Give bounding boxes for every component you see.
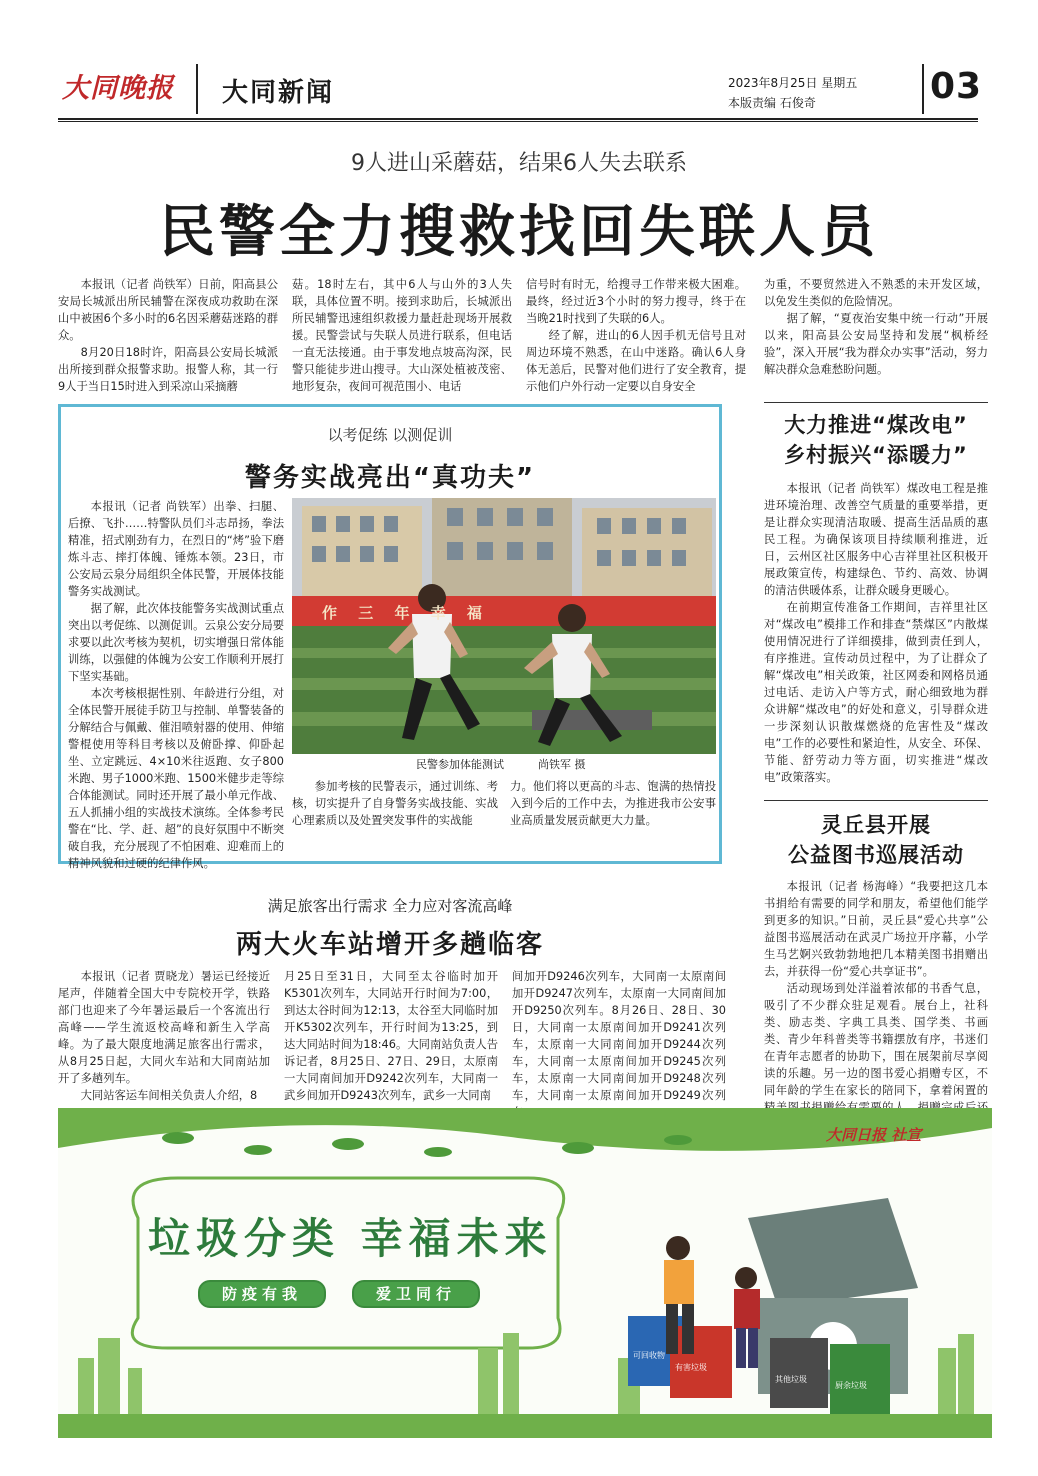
box-bottom-column-2 [510,778,716,829]
box-title: 警务实战亮出“真功夫” [244,463,536,493]
paragraph: 菇。18时左右，其中6人与山外的3人失联，具体位置不明。接到求助后，长城派出所民辅警迅速组织救援力量赶赴现场开展救援。民警尝试与失联人员进行联系，但电话一直无法接通。由于事发地点坡高沟深，民警只能徒步进山搜寻。大山深处植被茂密、地形复杂，夜间可视范围小、电话 [292,278,512,393]
ad-slogan: 垃圾分类 幸福未来 [148,1214,553,1263]
section-name: 大同新闻 [222,78,335,108]
paragraph: 为重，不要贸然进入不熟悉的未开发区域，以免发生类似的危险情况。 [764,278,988,308]
paragraph: 在前期宣传准备工作期间，吉祥里社区对“煤改电”模排工作和排查“禁煤区”内散煤使用情况进行了详细摸排，做到责任到人，有序推进。宣传动员过程中，为了让群众了解“煤改电”相关政策，社区网委和网格员通过电话、走访入户等方式，耐心细致地为群众讲解“煤改电”的好处和意义，引导群众进一步深刻认识散煤燃烧的危害性及“煤改电”工作的必要性和紧迫性，从安全、环保、节能、舒劳动力等方面，切实推进“煤改电”政策落实。 [764,601,988,784]
issue-date: 2023年8月25日 星期五 [728,76,858,90]
train-title: 两大火车站增开多趟临客 [235,930,544,960]
train-column-3 [512,968,726,1121]
paragraph: 经了解，进山的6人因手机无信号且对周边环境不熟悉，在山中迷路。确认6人身体无恙后，民警对他们进行了安全教育，提示他们户外行动一定要以自身安全 [526,329,746,393]
page-number-divider [922,64,924,114]
library-title-line-2: 公益图书巡展活动 [788,843,964,867]
box-kicker: 以考促练 以测促训 [327,426,453,444]
paragraph: 月25日至31日，大同至太谷临时加开K5301次列车，大同站开行时间为7:00，到达太谷时间为12:13，太谷至大同临时加开K5302次列车，开行时间为13:25，到达大同站时间为18:46。大同南站负责人告诉记者，8月25日、27日、29日，太原南一大同南间加开D9242次列车，大同南一武乡间加开D9243次列车，武乡一大同南 [284,970,498,1102]
police-fitness-photo [292,498,716,754]
paragraph: 活动现场到处洋溢着浓郁的书香气息，吸引了不少群众驻足观看。展台上，社科类、励志类、字典工具类、国学类、书画类、青少年科普类等书籍摆放有序，书迷们在青年志愿者的协助下，围在展架前尽享阅读的乐趣。另一边的图书爱心捐赠专区，不同年龄的学生在家长的陪同下，拿着闲置的 [764,982,988,1097]
paragraph: 据了解，此次体技能警务实战测试重点突出以考促练、以测促训。云泉公安分局要求要以此次考核为契机，切实增强日常体能训练，以强健的体魄为公安工作顺利开展打下坚实基础。 [68,602,284,683]
paragraph: 参加考核的民警表示，通过训练、考核，切实提升了自身警务实战技能、实战心理素质以及处置突发事件的实战能 [292,780,498,827]
lead-headline: 民警全力搜救找回失联人员 [159,200,879,265]
library-title-line-1: 灵丘县开展 [821,813,931,837]
paragraph: 力。他们将以更高的斗志、饱满的热情投入到今后的工作中去，为推进我市公安事业高质量发展贡献更大力量。 [510,780,716,827]
paragraph: 本报讯（记者 杨海峰）“我要把这几本书捐给有需要的同学和朋友，希望他们能学到更多的知识。”日前，灵丘县“爱心共享”公益图书巡展活动在武灵广场拉开序幕，小学生马艺婀兴致勃勃地把几本精美图书捐赠出去，并获得一份“爱心共享证书”。 [764,880,988,978]
lead-column-1 [58,276,278,395]
garbage-sorting-ad [58,1108,992,1438]
coal-top-rule [764,402,988,403]
coal-title-line-1: 大力推进“煤改电” [784,413,968,437]
stand-banner-text: 作 三 年 幸 福 [322,604,490,622]
train-column-2 [284,968,498,1104]
library-top-rule [764,800,988,801]
lead-column-3 [526,276,746,395]
ad-pill-epidemic: 防疫有我 [198,1280,326,1308]
coal-story-body [764,480,988,786]
coal-title-line-2: 乡村振兴“添暖力” [784,443,968,467]
ad-artwork [58,1108,992,1438]
ad-pill-hygiene: 爱卫同行 [352,1280,480,1308]
library-story-body [764,878,988,1133]
paragraph: 本报讯（记者 尚铁军）煤改电工程是推进环境治理、改善空气质量的重要举措，更是让群众实现清洁取暖、提高生活品质的惠民工程。为确保该项目持续顺利推进，近日，云州区社区服务中心吉祥里社区积极开展政策宣传，构建绿色、节约、高效、协调的清洁供暖体系，让群众暖身更暖心。 [764,482,988,597]
bin-label-kitchen: 厨余垃圾 [835,1381,867,1390]
paragraph: 间加开D9246次列车，大同南一太原南间加开D9247次列车，太原南一大同南间加开D9250次列车。8月26日、28日、30日，大同南一太原南间加开D9241次列车，太原南一大同南间加开D9244次列车，大同南一太原南间加开D9245次列车，太原南一大同南间加开D9248次列车，大同南一太原南间加开D9249次列 [512,970,726,1102]
bin-label-other: 其他垃圾 [775,1375,807,1384]
train-column-1 [58,968,270,1104]
ad-brand: 大同日报 社宣 [826,1126,922,1144]
paragraph: 据了解，“夏夜治安集中统一行动”开展以来，阳高县公安局坚持和发展“枫桥经验”，深入开展“我为群众办实事”活动，努力解决群众急难愁盼问题。 [764,312,988,376]
photo-credit: 尚铁军 摄 [538,758,586,771]
header-divider [196,64,198,114]
box-bottom-column-1 [292,778,498,829]
paragraph: 本报讯（记者 贾晓龙）暑运已经接近尾声，伴随着全国大中专院校开学，铁路部门也迎来了今年暑运最后一个客流出行高峰——学生流返校高峰和新生入学高峰。为了最大限度地满足旅客出行需求，从8月25日起，大同火车站和大同南站加开了多趟列车。 [58,970,270,1085]
paragraph: 信号时有时无，给搜寻工作带来极大困难。最终，经过近3个小时的努力搜寻，终于在当晚21时找到了失联的6人。 [526,278,746,325]
page-editor: 本版责编 石俊奇 [728,96,816,110]
box-left-column [68,498,284,872]
paragraph: 本报讯（记者 尚铁军）日前，阳高县公安局长城派出所民辅警在深夜成功救助在深山中被困6个多小时的6名因采蘑菇迷路的群众。 [58,278,278,342]
lead-column-2 [292,276,512,395]
train-kicker: 满足旅客出行需求 全力应对客流高峰 [267,897,513,915]
header-rule-thin [58,121,978,122]
header-rule [58,118,978,120]
paragraph: 大同站客运车间相关负责人介绍，8 [80,1089,258,1102]
photo-illustration [292,498,716,754]
photo-caption-row [292,754,716,772]
bin-label-hazardous: 有害垃圾 [675,1363,707,1372]
paragraph: 8月20日18时许，阳高县公安局长城派出所接到群众报警求助。报警人称，其一行9人于当日15时进入到采凉山采摘蘑 [58,346,278,393]
bin-label-recyclable: 可回收物 [633,1351,665,1360]
paragraph: 本报讯（记者 尚铁军）出拳、扫腿、后撩、飞扑……特警队员们斗志昂扬，拳法精准，招式刚劲有力，在烈日的“烤”验下磨炼斗志、摔打体魄、锤炼本领。23日，市公安局云泉分局组织全体民警，开展体技能警务实战测试。 [68,500,284,598]
lead-kicker: 9人进山采蘑菇，结果6人失去联系 [351,151,687,176]
page-number: 03 [930,66,983,107]
paragraph: 本次考核根据性别、年龄进行分组，对全体民警开展徒手防卫与控制、单警装备的分解结合与佩戴、催泪喷射器的使用、伸缩警棍使用等科目考核以及俯卧撑、仰卧起坐、立定跳远、4×10米往返跑、女子800米跑、男子1000米跑、1500米健步走等综合体能测试。同时还开展了最小单元作战、五人抓捕小组的实战技术演练。全体参考民警在“比、学、赶、超”的良好氛围中不断突破自我，充分展现了不怕困难、迎难而上的精神风貌和过硬的纪律作风。 [68,687,284,870]
photo-caption: 民警参加体能测试 [416,758,504,771]
masthead-logo: 大同晚报 [62,73,174,104]
lead-column-4 [764,276,988,378]
